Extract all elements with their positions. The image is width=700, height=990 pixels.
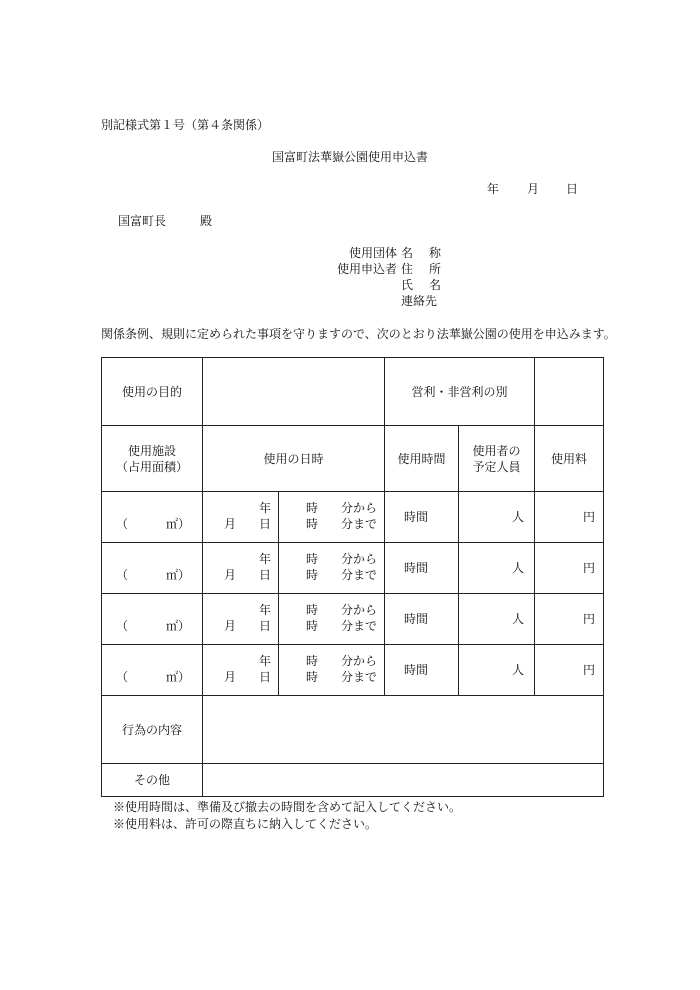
hour-from-label: 時 (306, 603, 319, 617)
year-label: 年 (259, 654, 272, 668)
applicant-person-label: 使用申込者 (336, 262, 397, 276)
addressee-name: 国富町長 (118, 214, 167, 228)
purpose-input[interactable] (203, 358, 385, 426)
min-from-label: 分から (341, 603, 378, 617)
date-cell[interactable] (203, 543, 279, 594)
usage-row (102, 543, 604, 594)
purpose-row (102, 358, 604, 426)
month-label: 月 (224, 517, 237, 531)
hours-cell[interactable] (385, 645, 459, 696)
day-label: 日 (259, 568, 272, 582)
area-unit: ㎡） (165, 517, 190, 531)
month-label: 月 (224, 619, 237, 633)
field-char: 名 (401, 246, 414, 260)
people-header-line1: 使用者の (472, 443, 521, 458)
people-unit: 人 (512, 510, 525, 524)
min-from-label: 分から (341, 654, 378, 668)
datetime-header: 使用の日時 (203, 426, 385, 492)
year-label: 年 (259, 501, 272, 515)
hours-unit: 時間 (403, 612, 428, 626)
people-cell[interactable] (459, 645, 535, 696)
intro-paragraph: 関係条例、規則に定められた事項を守りますので、次のとおり法華嶽公園の使用を申込みます。 (101, 327, 616, 341)
time-cell[interactable] (279, 492, 385, 543)
usage-row (102, 594, 604, 645)
min-to-label: 分まで (341, 670, 378, 684)
applicant-field-fullname (401, 276, 441, 293)
hours-unit: 時間 (403, 510, 428, 524)
note-hours: ※使用時間は、準備及び撤去の時間を含めて記入してください。 (113, 800, 462, 814)
people-header-line2: 予定人員 (472, 459, 521, 474)
facility-header (102, 426, 203, 492)
hours-cell[interactable] (385, 594, 459, 645)
area-unit: ㎡） (165, 619, 190, 633)
paren-open: （ (116, 619, 129, 633)
field-char: 称 (428, 246, 441, 260)
hour-to-label: 時 (306, 619, 319, 633)
area-unit: ㎡） (165, 568, 190, 582)
field-char: 住 (401, 262, 414, 276)
min-to-label: 分まで (341, 568, 378, 582)
fee-unit: 円 (583, 612, 596, 626)
date-day-label: 日 (566, 182, 579, 196)
area-cell[interactable] (102, 492, 203, 543)
applicant-field-name (401, 244, 441, 261)
usage-row (102, 492, 604, 543)
hours-unit: 時間 (403, 663, 428, 677)
other-row (102, 764, 604, 797)
fee-cell[interactable] (535, 492, 604, 543)
profit-label: 営利・非営利の別 (385, 358, 535, 426)
applicant-group-label: 使用団体 (348, 246, 397, 260)
date-cell[interactable] (203, 645, 279, 696)
hours-cell[interactable] (385, 492, 459, 543)
facility-header-line1: 使用施設 (127, 443, 176, 458)
area-cell[interactable] (102, 645, 203, 696)
fee-unit: 円 (583, 510, 596, 524)
people-unit: 人 (512, 561, 525, 575)
fee-cell[interactable] (535, 594, 604, 645)
hour-to-label: 時 (306, 517, 319, 531)
purpose-label: 使用の目的 (102, 358, 203, 426)
applicant-field-address (401, 260, 441, 277)
people-cell[interactable] (459, 492, 535, 543)
facility-header-line2: （占用面積） (115, 459, 188, 474)
application-table (101, 357, 604, 797)
hour-from-label: 時 (306, 654, 319, 668)
fee-cell[interactable] (535, 543, 604, 594)
hour-to-label: 時 (306, 670, 319, 684)
year-label: 年 (259, 603, 272, 617)
fee-header: 使用料 (535, 426, 604, 492)
people-cell[interactable] (459, 543, 535, 594)
other-label: その他 (102, 764, 203, 797)
time-cell[interactable] (279, 543, 385, 594)
min-to-label: 分まで (341, 517, 378, 531)
hours-header: 使用時間 (385, 426, 459, 492)
area-cell[interactable] (102, 594, 203, 645)
day-label: 日 (259, 619, 272, 633)
min-from-label: 分から (341, 552, 378, 566)
date-cell[interactable] (203, 492, 279, 543)
month-label: 月 (224, 568, 237, 582)
field-char: 氏 (401, 278, 414, 292)
fee-cell[interactable] (535, 645, 604, 696)
field-char: 名 (428, 278, 441, 292)
hour-to-label: 時 (306, 568, 319, 582)
hour-from-label: 時 (306, 501, 319, 515)
min-from-label: 分から (341, 501, 378, 515)
hours-cell[interactable] (385, 543, 459, 594)
document-title: 国富町法華嶽公園使用申込書 (271, 150, 428, 164)
min-to-label: 分まで (341, 619, 378, 633)
form-reference: 別記様式第１号（第４条関係） (101, 118, 270, 132)
usage-rows (102, 492, 604, 696)
profit-input[interactable] (535, 358, 604, 426)
people-unit: 人 (512, 663, 525, 677)
date-year-label: 年 (487, 182, 500, 196)
area-cell[interactable] (102, 543, 203, 594)
activity-label: 行為の内容 (102, 696, 203, 764)
applicant-field-contact: 連絡先 (401, 294, 438, 308)
date-cell[interactable] (203, 594, 279, 645)
activity-row (102, 696, 604, 764)
hour-from-label: 時 (306, 552, 319, 566)
month-label: 月 (224, 670, 237, 684)
fee-unit: 円 (583, 561, 596, 575)
time-cell[interactable] (279, 594, 385, 645)
activity-input[interactable] (203, 696, 604, 764)
day-label: 日 (259, 670, 272, 684)
header-row (102, 426, 604, 492)
field-char: 所 (428, 262, 441, 276)
other-input[interactable] (203, 764, 604, 797)
hours-unit: 時間 (403, 561, 428, 575)
paren-open: （ (116, 517, 129, 531)
people-cell[interactable] (459, 594, 535, 645)
year-label: 年 (259, 552, 272, 566)
area-unit: ㎡） (165, 670, 190, 684)
people-header (459, 426, 535, 492)
date-month-label: 月 (527, 182, 540, 196)
usage-row (102, 645, 604, 696)
day-label: 日 (259, 517, 272, 531)
note-fee: ※使用料は、許可の際直ちに納入してください。 (113, 817, 378, 831)
time-cell[interactable] (279, 645, 385, 696)
addressee-suffix: 殿 (200, 214, 213, 228)
paren-open: （ (116, 568, 129, 582)
fee-unit: 円 (583, 663, 596, 677)
paren-open: （ (116, 670, 129, 684)
people-unit: 人 (512, 612, 525, 626)
